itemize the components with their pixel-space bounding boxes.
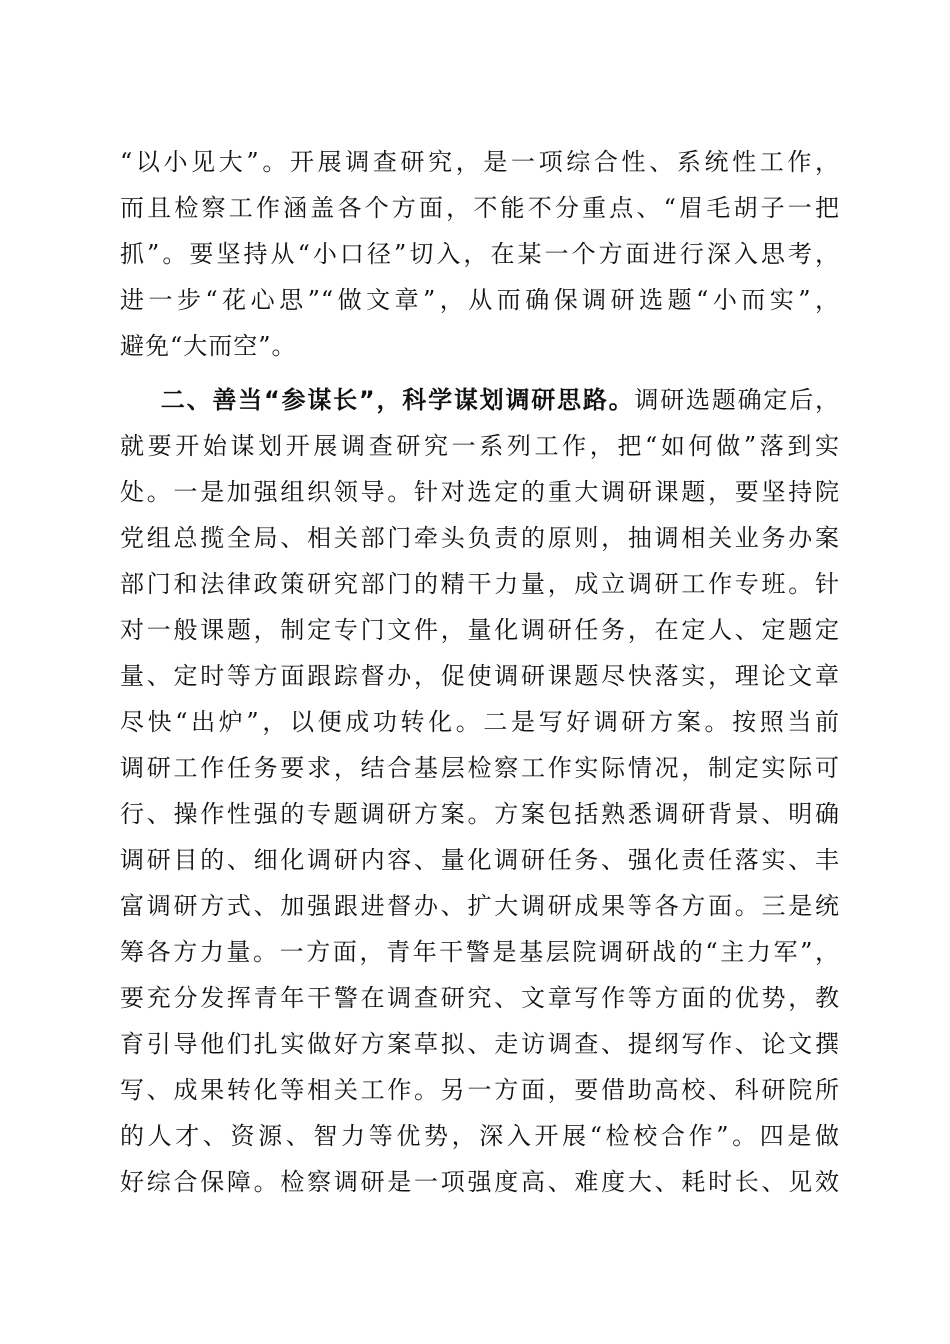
text-line: 对一般课题，制定专门文件，量化调研任务，在定人、定题定: [120, 616, 840, 644]
text-line: 处。一是加强组织领导。针对选定的重大调研课题，要坚持院: [120, 478, 840, 506]
paragraph-2: [120, 377, 840, 1205]
text-line: “以小见大”。开展调查研究，是一项综合性、系统性工作，: [120, 148, 840, 176]
text-line: 的人才、资源、智力等优势，深入开展“检校合作”。四是做: [120, 1122, 840, 1150]
text-line: 尽快“出炉”，以便成功转化。二是写好调研方案。按照当前: [120, 708, 840, 736]
text-line: 抓”。要坚持从“小口径”切入，在某一个方面进行深入思考，: [120, 240, 840, 268]
text-line: 部门和法律政策研究部门的精干力量，成立调研工作专班。针: [120, 570, 840, 598]
text-line: 育引导他们扎实做好方案草拟、走访调查、提纲写作、论文撰: [120, 1030, 840, 1058]
text-line: 行、操作性强的专题调研方案。方案包括熟悉调研背景、明确: [120, 800, 840, 828]
heading-line-rest: 调研选题确定后，: [634, 386, 840, 414]
text-line: 进一步“花心思”“做文章”，从而确保调研选题“小而实”，: [120, 286, 840, 314]
text-line: 党组总揽全局、相关部门牵头负责的原则，抽调相关业务办案: [120, 524, 840, 552]
paragraph-spacer: [120, 369, 840, 377]
text-line: 写、成果转化等相关工作。另一方面，要借助高校、科研院所: [120, 1076, 840, 1104]
text-line: 好综合保障。检察调研是一项强度高、难度大、耗时长、见效: [120, 1168, 840, 1196]
section-heading: 二、善当“参谋长”，科学谋划调研思路。: [160, 386, 635, 414]
text-line: 调研工作任务要求，结合基层检察工作实际情况，制定实际可: [120, 754, 840, 782]
body-text: [120, 139, 840, 1205]
heading-line: [120, 377, 840, 423]
text-line: 筹各方力量。一方面，青年干警是基层院调研战的“主力军”，: [120, 938, 840, 966]
paragraph-1: [120, 139, 840, 369]
text-line: 量、定时等方面跟踪督办，促使调研课题尽快落实，理论文章: [120, 662, 840, 690]
text-line: 调研目的、细化调研内容、量化调研任务、强化责任落实、丰: [120, 846, 840, 874]
text-line: 而且检察工作涵盖各个方面，不能不分重点、“眉毛胡子一把: [120, 194, 840, 222]
text-line: 就要开始谋划开展调查研究一系列工作，把“如何做”落到实: [120, 432, 840, 460]
text-line: 避免“大而空”。: [120, 332, 297, 360]
text-line: 要充分发挥青年干警在调查研究、文章写作等方面的优势，教: [120, 984, 840, 1012]
text-line: 富调研方式、加强跟进督办、扩大调研成果等各方面。三是统: [120, 892, 840, 920]
